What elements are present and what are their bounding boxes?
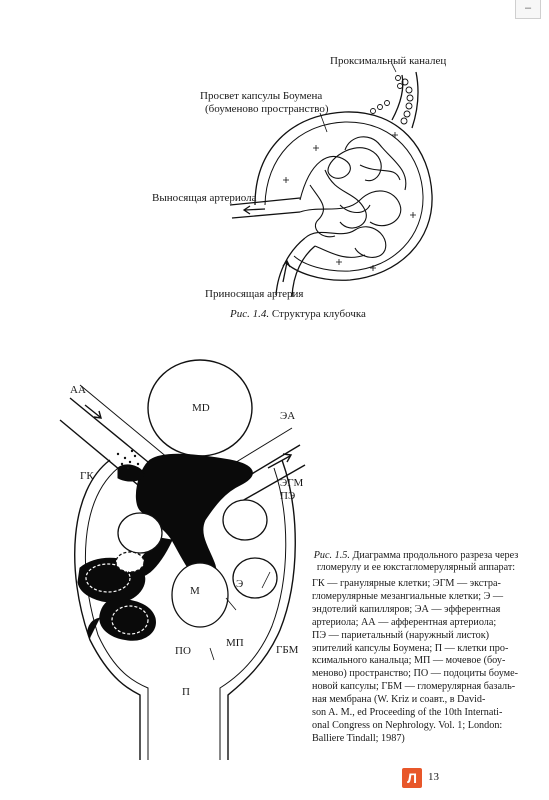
figure-1-4-caption <box>230 308 366 320</box>
basement-membrane-gbm-label: ГБМ <box>276 644 299 656</box>
efferent-arteriole-label: Выносящая артериола <box>152 192 257 204</box>
legend-line: меново) пространство; ПО — подоциты боуме- <box>312 668 519 680</box>
proximal-tubule-p-label: П <box>182 686 190 698</box>
parietal-epithelium-pe-label: ПЭ <box>280 490 296 502</box>
figure-1-4-caption-number: Рис. 1.4. <box>230 308 270 320</box>
figure-1-5-caption-number: Рис. 1.5. <box>313 550 350 561</box>
legend-line: ная мембрана (W. Kriz и соавт., в David- <box>312 694 486 706</box>
collapse-button[interactable]: – <box>515 0 541 19</box>
page-number: 13 <box>428 771 439 783</box>
urinary-space-mp-label: МП <box>226 637 244 649</box>
legend-line: onal Congress on Nephrology. Vol. 1; London: <box>312 719 503 731</box>
extraglomerular-mesangium-egm-label: ЭГМ <box>280 477 304 489</box>
legend-line: эпителий капсулы Боумена; П — клетки про- <box>312 642 509 654</box>
granular-cells-gk-label: ГК <box>80 470 94 482</box>
legend-line: новой капсулы; ГБМ — гломерулярная базаль- <box>312 681 516 693</box>
legend-line: артериола; АА — афферентная артериола; <box>312 616 497 628</box>
afferent-artery-label: Приносящая артерия <box>205 288 304 300</box>
labirint-logo: Л <box>402 768 422 788</box>
bowman-space-label: (боуменово пространство) <box>205 103 329 115</box>
figure-1-4-glomerulus-drawing <box>0 0 549 330</box>
legend-line: гломерулярные мезангиальные клетки; Э — <box>312 590 504 602</box>
figure-1-4-caption-text: Структура клубочка <box>271 308 366 320</box>
endothelium-e-label: Э <box>236 578 244 590</box>
bowman-lumen-label: Просвет капсулы Боумена <box>200 90 323 102</box>
afferent-arteriole-aa-label: АА <box>70 384 86 396</box>
legend-line: son A. M., ed Proceeding of the 10th Internati- <box>312 707 503 719</box>
legend-line: ПЭ — париетальный (наружный листок) <box>312 629 490 641</box>
figure-1-5-caption-text: Диаграмма продольного разреза через гломерулу и ее юкстагломерулярный аппарат: <box>316 550 519 574</box>
figure-1-5-juxtaglomerular-diagram <box>0 350 310 760</box>
legend-line: Balliere Tindall; 1987) <box>312 732 405 744</box>
podocytes-po-label: ПО <box>175 645 191 657</box>
figure-1-5-caption <box>312 550 520 575</box>
mesangium-m-label: М <box>190 585 200 597</box>
legend-line: ксимального канальца; МП — мочевое (боу- <box>312 655 506 667</box>
legend-line: эндотелий капилляров; ЭА — эфферентная <box>312 603 501 615</box>
proximal-tubule-label: Проксимальный каналец <box>330 55 447 67</box>
macula-densa-md-label: MD <box>192 402 210 414</box>
legend-line: ГК — гранулярные клетки; ЭГМ — экстра- <box>312 578 501 589</box>
figure-1-5-legend <box>312 578 520 746</box>
efferent-arteriole-ea-label: ЭА <box>280 410 296 422</box>
